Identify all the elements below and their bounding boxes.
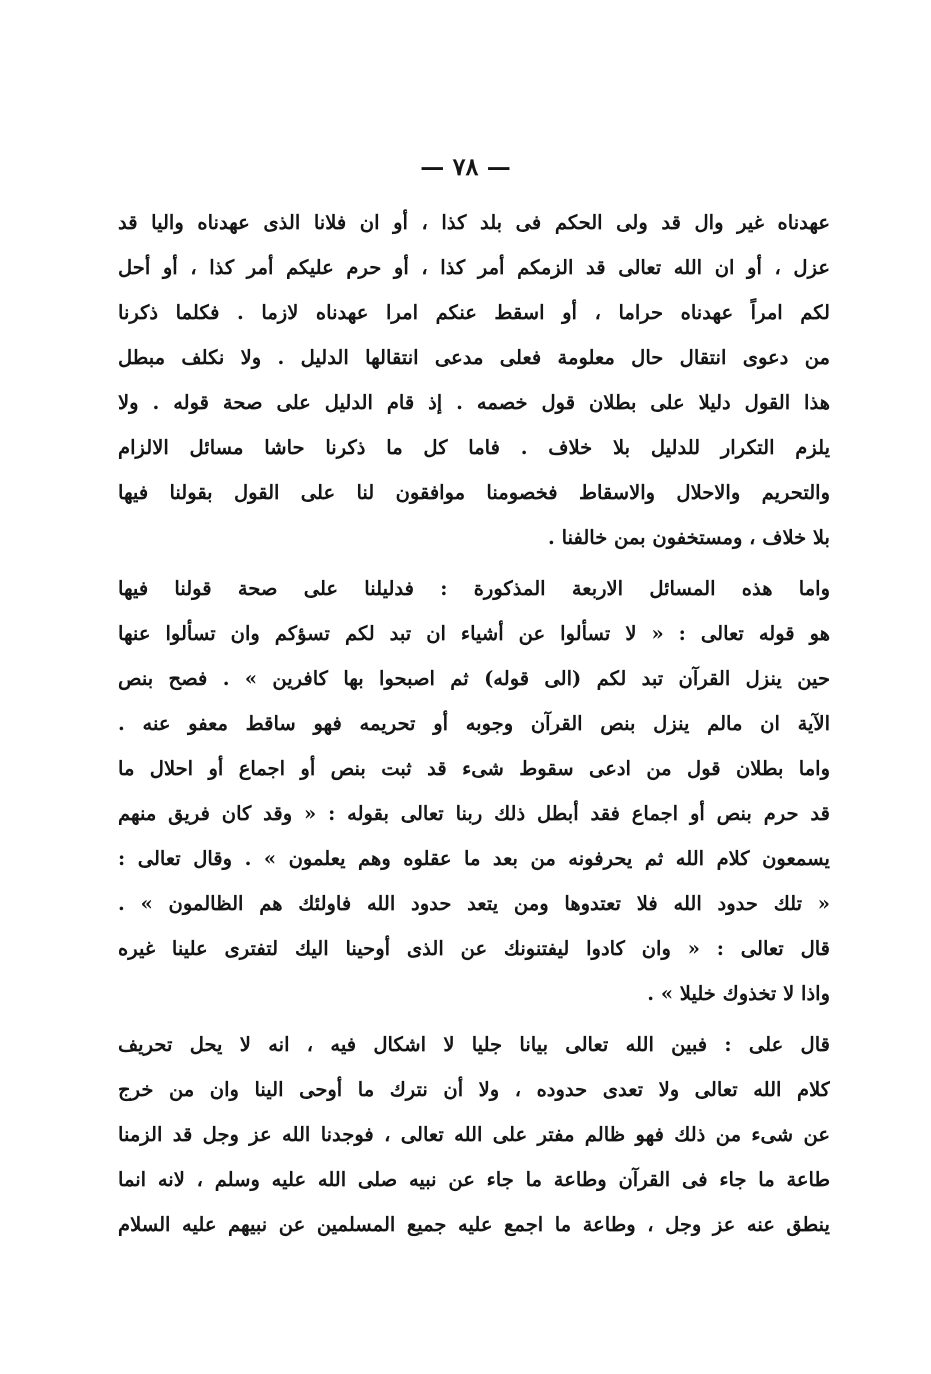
text-line: قال على : فبين الله تعالى بيانا جليا لا اشكال فيه ، انه لا يحل تحريف xyxy=(118,1033,830,1056)
text-line: يلزم التكرار للدليل بلا خلاف . فاما كل ما ذكرنا حاشا مسائل الالزام xyxy=(118,436,830,459)
text-line: عهدناه غير وال قد ولى الحكم فى بلد كذا ، أو ان فلانا الذى عهدناه واليا قد xyxy=(118,211,830,234)
text-line: واذا لا تخذوك خليلا » . xyxy=(647,982,830,1005)
text-line: طاعة ما جاء فى القرآن وطاعة ما جاء عن نبيه صلى الله عليه وسلم ، لانه انما xyxy=(118,1168,830,1191)
text-line: ينطق عنه عز وجل ، وطاعة ما اجمع عليه جميع المسلمين عن نبيهم عليه السلام xyxy=(118,1213,830,1236)
text-line: واما هذه المسائل الاربعة المذكورة : فدليلنا على صحة قولنا فيها xyxy=(118,577,830,600)
text-line: بلا خلاف ، ومستخفون بمن خالفنا . xyxy=(548,526,830,549)
paragraph xyxy=(118,566,830,1016)
text-line: قد حرم بنص أو اجماع فقد أبطل ذلك ربنا تعالى بقوله : « وقد كان فريق منهم xyxy=(118,802,830,825)
text-line: عن شىء من ذلك فهو ظالم مفتر على الله تعالى ، فوجدنا الله عز وجل قد الزمنا xyxy=(118,1123,830,1146)
text-line: « تلك حدود الله فلا تعتدوها ومن يتعد حدود الله فاولئك هم الظالمون » . xyxy=(118,892,830,915)
paragraph xyxy=(118,1022,830,1247)
text-line: حين ينزل القرآن تبد لكم (الى قوله) ثم اصبحوا بها كافرين » . فصح بنص xyxy=(118,667,830,690)
text-line: يسمعون كلام الله ثم يحرفونه من بعد ما عقلوه وهم يعلمون » . وقال تعالى : xyxy=(118,847,830,870)
text-line: هو قوله تعالى : « لا تسألوا عن أشياء ان تبد لكم تسؤكم وان تسألوا عنها xyxy=(118,622,830,645)
text-line: الآية ان مالم ينزل بنص القرآن وجوبه أو تحريمه فهو ساقط معفو عنه . xyxy=(118,712,830,735)
page-number: — ٧٨ — xyxy=(420,152,511,181)
body-text xyxy=(118,200,830,1247)
text-line: واما بطلان قول من ادعى سقوط شىء قد ثبت بنص أو اجماع أو احلال ما xyxy=(118,757,830,780)
text-line: عزل ، أو ان الله تعالى قد الزمكم أمر كذا ، أو حرم عليكم أمر كذا ، أو أحل xyxy=(118,256,830,279)
text-line: هذا القول دليلا على بطلان قول خصمه . إذ قام الدليل على صحة قوله . ولا xyxy=(118,391,830,414)
text-line: لكم امراً عهدناه حراما ، أو اسقط عنكم امرا عهدناه لازما . فكلما ذكرنا xyxy=(118,301,830,324)
text-line: قال تعالى : « وان كادوا ليفتنونك عن الذى أوحينا اليك لتفترى علينا غيره xyxy=(118,937,830,960)
text-line: من دعوى انتقال حال معلومة فعلى مدعى انتقالها الدليل . ولا نكلف مبطل xyxy=(118,346,830,369)
text-line: كلام الله تعالى ولا تعدى حدوده ، ولا أن نترك ما أوحى الينا وان من خرج xyxy=(118,1078,830,1101)
paragraph xyxy=(118,200,830,560)
text-line: والتحريم والاحلال والاسقاط فخصومنا موافقون لنا على القول بقولنا فيها xyxy=(118,481,830,504)
